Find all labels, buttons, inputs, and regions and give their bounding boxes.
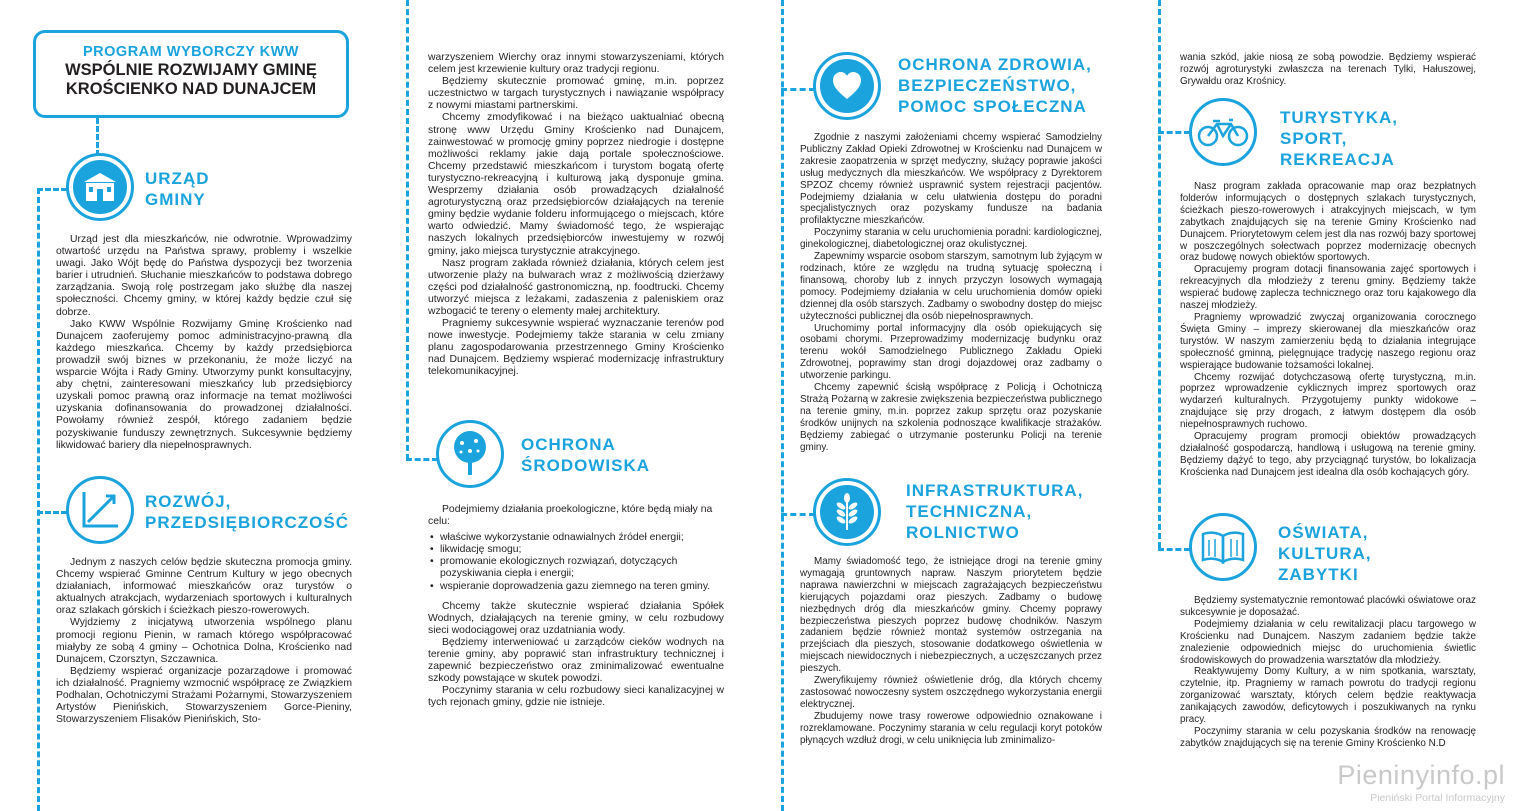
rozwoj-text-continued: warzyszeniem Wierchy oraz innymi stowarzyszeniami, których celem jest krzewienie kultury oraz tradycji regionu. Będziemy skutecznie promować gminę, m.in. poprzez uczestnictwo w targach turystycznych i nawiązanie współpracy z nowymi miastami partnerskimi. Chcemy zmodyfikować i na bieżąco uaktualniać obecną stronę www Urzędu Gminy Krościenko nad Dunajcem, zainwestować w promocję gminy poprzez niedrogie i dostępne możliwości reklamy jakie dają portale społecznościowe. Chcemy przedstawić mieszkańcom i turystom bogatą ofertę turystyczno-rekreacyjną i kulturową jaką dysponuje gmina. Wesprzemy działania osób prowadzących działalność agroturystyczną oraz przedsiębiorców działających na terenie gminy będzie wydanie folderu informującego o miejscach, które warto odwiedzić. Mamy świadomość tego, że wspierając naszych lokalnych przedsiębiorców inwestujemy w rozwój gminy, jako miejsca turystycznie atrakcyjnego. Nasz program zakłada również działania, których celem jest utworzenie plaży na bulwarach wraz z możliwością dzierżawy części pod działalność gastronomiczną, np. foodtrucki. Chcemy utworzyć miejsca z leżakami, zadaszenia z paleniskiem oraz wzbogacić te tereny o elementy małej architektury. Pragniemy sukcesywnie wspierać wyznaczanie terenów pod nowe inwestycje. Podejmiemy także starania w celu zmiany planu zagospodarowania przestrzennego Gminy Krościenko nad Dunajcem. Będziemy wspierać modernizację infrastruktury telekomunikacyjnej. — [428, 52, 724, 378]
list-item: • likwidację smogu; — [428, 544, 724, 556]
list-item: • właściwe wykorzystanie odnawialnych źródeł energii; — [428, 532, 724, 544]
watermark-site: Pieninyinfo.pl — [1337, 760, 1505, 790]
oswiata-heading: OŚWIATA, KULTURA, ZABYTKI — [1278, 523, 1372, 584]
turystyka-heading: TURYSTYKA, SPORT, REKREACJA — [1280, 108, 1398, 169]
tree-icon — [446, 429, 494, 479]
building-icon — [80, 170, 120, 204]
rail-link-urzad — [37, 188, 67, 191]
rail-col2 — [406, 0, 409, 460]
infrastruktura-heading: INFRASTRUKTURA, TECHNICZNA, ROLNICTWO — [906, 481, 1084, 542]
rail-link-infrastruktura — [781, 513, 815, 516]
turystyka-text: Nasz program zakłada opracowanie map oraz bezpłatnych folderów informujących o dostępnych szlakach turystycznych, ścieżkach pieszo-rowerowych i atrakcyjnych miejscach, w tym zabytkach znajdujących się na terenie Gminy Krościenko nad Dunajcem. Priorytetowym celem jest dla nas rozwój bazy sportowej w poszczególnych sołectwach poprzez modernizację obecnych oraz budowę nowych obiektów sportowych. Opracujemy program dotacji finansowania zajęć sportowych i rekreacyjnych dla młodzieży z terenu gminy. Będziemy także wspierać budowę zaplecza technicznego oraz toru kajakowego dla naszej młodzieży. Pragniemy wprowadzić zwyczaj organizowania corocznego Święta Gminy – imprezy skierowanej dla mieszkańców oraz turystów. W naszym zamierzeniu będą to działania integrujące społeczność gminną, pielęgnujące tradycję naszego regionu oraz wspierające budowanie tożsamości lokalnej. Chcemy rozwijać dotychczasową ofertę turystyczną, m.in. poprzez wprowadzenie cyklicznych imprez sportowych oraz wydarzeń kulturalnych. Przygotujemy punkty widokowe – znajdujące się przy drogach, z łatwym dostępem dla osób niepełnosprawnych ruchowo. Opracujemy program promocji obiektów prowadzących działalność gospodarczą, handlową i usługową na terenie gminy. Będziemy dążyć to tego, aby przyciągnąć turystów, bo lokalizacja Krościenka nad Dunajcem jest idealna dla osób kochających góry. — [1180, 181, 1476, 478]
urzad-text: Urząd jest dla mieszkańców, nie odwrotnie. Wprowadzimy otwartość urzędu na Państwa sprawy, problemy i wszelkie uwagi. Jako Wójt będę do Państwa dyspozycji bez tworzenia barier i utrudnień. Słuchanie mieszkańców to podstawa dobrego zarządzania. Swoją rolę postrzegam jako służbę dla naszej społeczności. Chcemy gminy, w której każdy będzie czuł się dobrze. Jako KWW Wspólnie Rozwijamy Gminę Krościenko nad Dunajcem zaoferujemy pomoc administracyjno-prawną dla każdego mieszkańca. Chcemy by każdy przedsiębiorca prowadził swój biznes w przekonaniu, że może liczyć na wsparcie Wójta i Rady Gminy. Utworzymy punkt konsultacyjny, aby chętni, zainteresowani mieszkańcy lub przedsiębiorcy uzyskali pomoc prawną oraz informacje na temat możliwości uzyskania dofinansowania do prowadzonej działalności. Powołamy również zespół, którego zadaniem będzie pozyskiwanie funduszy zewnętrznych. Sukcesywnie będziemy likwidować bariery dla niepełnosprawnych. — [56, 234, 352, 451]
list-item: • promowanie ekologicznych rozwiązań, dotyczących pozyskiwania ciepła i energii; — [428, 556, 724, 580]
zdrowie-text: Zgodnie z naszymi założeniami chcemy wspierać Samodzielny Publiczny Zakład Opieki Zdrowotnej w Krościenku nad Dunajcem w zakresie zaopatrzenia w sprzęt medyczny, służący poprawie jakości usług medycznych dla mieszkańców. We współpracy z Dyrektorem SPZOZ chcemy również usprawnić system rejestracji pacjentów. Podejmiemy działania w celu ułatwienia dostępu do poradni specjalistycznych oraz pozyskamy fundusze na badania profilaktyczne mieszkańców. Poczynimy starania w celu uruchomienia poradni: kardiologicznej, ginekologicznej, diabetologicznej oraz okulistycznej. Zapewnimy wsparcie osobom starszym, samotnym lub żyjącym w rodzinach, które ze względu na trudną sytuację społeczną i finansową, choroby lub z innych przyczyn losowych wymagają pomocy. Podejmiemy działania w celu uruchomienia domów opieki dziennej dla osób starszych. Zadbamy o swobodny dostęp do miejsc użyteczności publicznej dla osób niepełnosprawnych. Uruchomimy portal informacyjny dla osób opiekujących się osobami chorymi. Przeprowadzimy modernizację budynku oraz terenu wokół Samodzielnego Publicznego Zakładu Opieki Zdrowotnej, poprawimy stan drogi dojazdowej oraz zadbamy o utworzenie parkingu. Chcemy zapewnić ścisłą współpracę z Policją i Ochotniczą Strażą Pożarną w zakresie zwiększenia bezpieczeństwa publicznego na terenie gminy, m.in. poprzez zakup sprzętu oraz pozyskanie środków unijnych na szkolenia podnoszące kwalifikacje strażaków. Będziemy zabiegać o utrzymanie posterunku Policji na terenie gminy. — [800, 132, 1102, 453]
rozwoj-heading: ROZWÓJ, PRZEDSIĘBIORCZOŚĆ — [145, 492, 350, 532]
rail-col3 — [781, 0, 784, 811]
urzad-heading: URZĄD GMINY — [145, 169, 210, 209]
heart-icon — [831, 71, 863, 101]
oswiata-icon-badge — [1189, 513, 1257, 581]
rail-top — [96, 118, 99, 156]
rail-link-turystyka — [1158, 131, 1190, 134]
rozwoj-icon-badge — [66, 476, 134, 544]
growth-chart-icon — [78, 488, 122, 532]
slogan-line-2: KROŚCIENKO NAD DUNAJCEM — [65, 80, 317, 98]
srodowisko-icon-badge — [436, 420, 504, 488]
infrastruktura-text-continued: wania szkód, jakie niosą ze sobą powodzie. Będziemy wspierać rozwój agroturystyki zwłaszcza na terenach Tylki, Hałuszowej, Grywałdu oraz Krośnicy. — [1180, 52, 1476, 87]
rail-col4 — [1158, 0, 1161, 548]
urzad-icon-badge — [66, 153, 134, 221]
wheat-icon — [829, 492, 865, 532]
infrastruktura-icon-badge — [813, 478, 881, 546]
turystyka-icon-badge — [1189, 98, 1257, 166]
rozwoj-text: Jednym z naszych celów będzie skuteczna promocja gminy. Chcemy wspierać Gminne Centrum Kultury w jego obecnych działaniach, informować mieszkańców oraz turystów o aktualnych atrakcjach, wydarzeniach sportowych i kulturalnych oraz szlakach górskich i ścieżkach pieszo-rowerowych. Wyjdziemy z inicjatywą utworzenia wspólnego planu promocji regionu Pienin, w ramach którego współpracować miałyby ze sobą 4 gminy – Ochotnica Dolna, Krościenko nad Dunajcem, Czorsztyn, Szczawnica. Będziemy wspierać organizacje pozarządowe i promować ich działalność. Pragniemy wzmocnić współpracę ze Związkiem Podhalan, Ochotniczymi Strażami Pożarnymi, Stowarzyszeniem Artystów Pienińskich, Stowarzyszeniem Gorce-Pieniny, Stowarzyszeniem Flisaków Pienińskich, Sto- — [56, 557, 352, 726]
srodowisko-bullets — [428, 532, 724, 592]
bicycle-icon — [1197, 116, 1249, 148]
zdrowie-icon-badge — [813, 52, 881, 120]
infrastruktura-text: Mamy świadomość tego, że istniejące drogi na terenie gminy wymagają gruntownych napraw. Naszym priorytetem będzie naprawa nawierzchni w miejscach zagrażających bezpieczeństwu kierujących pojazdami oraz pieszych. Zadbamy o budowę niezbędnych dróg dla mieszkańców gminy. Chcemy poprawy bezpieczeństwa pieszych poprzez budowę chodników. Naszym zadaniem będzie również montaż systemów ostrzegania na przejściach dla pieszych, stosowanie dodatkowego oświetlenia w miejscach niewidocznych i niebezpiecznych, a uczęszczanych przez pieszych. Zweryfikujemy również oświetlenie dróg, dla których chcemy zastosować nowoczesny system oszczędnego wykorzystania energii elektrycznej. Zbudujemy nowe trasy rowerowe odpowiednio oznakowane i rozreklamowane. Poczynimy starania w celu regulacji koryt potoków płynących wzdłuż drogi, w celu uniknięcia lub zminimalizo- — [800, 556, 1102, 746]
oswiata-text: Będziemy systematycznie remontować placówki oświatowe oraz sukcesywnie je doposażać. Podejmiemy działania w celu rewitalizacji placu targowego w Krościenku nad Dunajcem. Naszym zadaniem będzie także znalezienie odpowiednich miejsc do uruchomienia świetlic środowiskowych do prowadzenia warsztatów dla młodzieży. Reaktywujemy Domy Kultury, a w nim spotkania, warsztaty, czytelnie, itp. Pragniemy w ramach powrotu do tradycji regionu zorganizować warsztaty, których celem będzie reaktywacja zanikających zawodów, deficytowych i poszukiwanych na rynku pracy. Poczynimy starania w celu pozyskania środków na renowację zabytków znajdujących się na terenie Gminy Krościenko N.D — [1180, 595, 1476, 749]
zdrowie-heading: OCHRONA ZDROWIA, BEZPIECZEŃSTWO, POMOC SPOŁECZNA — [898, 55, 1092, 116]
rail-link-zdrowie — [781, 88, 815, 91]
program-title-box — [33, 30, 349, 118]
watermark-tagline: Pieniński Portal Informacyjny — [1370, 792, 1505, 804]
list-item: • wspieranie doprowadzenia gazu ziemnego na teren gminy. — [428, 581, 724, 593]
rail-link-rozwoj — [37, 511, 67, 514]
book-icon — [1199, 528, 1247, 566]
program-label: PROGRAM WYBORCZY KWW — [83, 44, 299, 60]
srodowisko-text: Podejmiemy działania proekologiczne, które będą miały na celu: • właściwe wykorzystanie odnawialnych źródeł energii; • likwidację smogu; • promowanie ekologicznych rozwiązań, dotyczących pozyskiwania ciepła i energii; • wspieranie doprowadzenia gazu ziemnego na teren gminy. Chcemy także skutecznie wspierać działania Spółek Wodnych, działających na terenie gminy, w celu rozbudowy sieci wodociągowej oraz uzdatniania wody. Będziemy interweniować u zarządców cieków wodnych na terenie gminy, aby poprawić stan infrastruktury technicznej i zapewnić bezpieczeństwo oraz zminimalizować ewentualne szkody powstające w skutek powodzi. Poczynimy starania w celu rozbudowy sieci kanalizacyjnej w tych rejonach gminy, gdzie nie istnieje. — [428, 504, 724, 710]
rail-link-srodowisko — [406, 458, 438, 461]
slogan-line-1: WSPÓLNIE ROZWIJAMY GMINĘ — [65, 61, 317, 79]
rail-link-oswiata — [1158, 548, 1190, 551]
srodowisko-heading: OCHRONA ŚRODOWISKA — [521, 435, 650, 475]
rail-left — [37, 188, 40, 811]
